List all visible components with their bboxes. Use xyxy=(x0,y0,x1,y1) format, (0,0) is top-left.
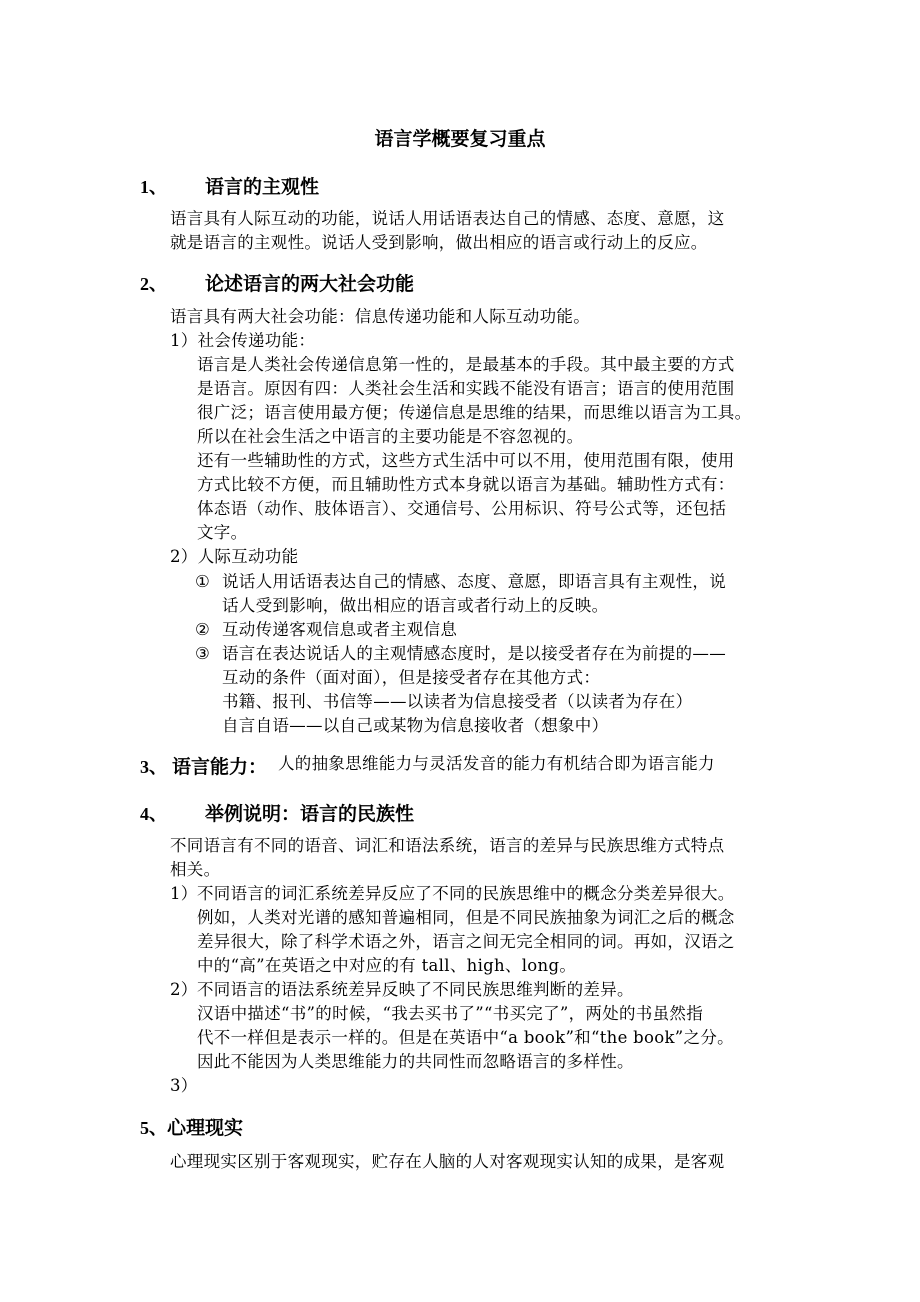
section-2-number: 2、 xyxy=(140,274,167,294)
section-2-item-1-line: 方式比较不方便，而且辅助性方式本身就以语言为基础。辅助性方式有： xyxy=(197,475,735,494)
section-2-heading: 论述语言的两大社会功能 xyxy=(205,273,415,295)
section-2-item-1-label: 1）社会传递功能： xyxy=(170,331,316,350)
subitem-1-line: 话人受到影响，做出相应的语言或者行动上的反映。 xyxy=(222,596,609,615)
circled-marker-3: ③ xyxy=(195,644,211,663)
section-2-item-1-line: 语言是人类社会传递信息第一性的，是最基本的手段。其中最主要的方式 xyxy=(197,355,735,374)
circled-marker-1: ① xyxy=(195,572,211,591)
section-2-item-1-line: 体态语（动作、肢体语言）、交通信号、公用标识、符号公式等，还包括 xyxy=(197,499,727,518)
section-4-item-1-label: 1） xyxy=(170,884,198,903)
section-2-item-1-line: 所以在社会生活之中语言的主要功能是不容忽视的。 xyxy=(197,427,584,446)
section-4-intro-line: 相关。 xyxy=(170,860,221,879)
subitem-3-line: 书籍、报刊、书信等——以读者为信息接受者（以读者为存在） xyxy=(222,692,693,711)
section-3-heading: 语言能力： xyxy=(172,756,268,778)
section-4-heading: 举例说明：语言的民族性 xyxy=(205,803,415,825)
section-4-item-1-line: 差异很大，除了科学术语之外，语言之间无完全相同的词。再如，汉语之 xyxy=(197,932,735,951)
circled-marker-2: ② xyxy=(195,620,211,639)
section-1-heading: 语言的主观性 xyxy=(205,176,320,198)
section-2-intro: 语言具有两大社会功能：信息传递功能和人际互动功能。 xyxy=(170,307,590,326)
section-4-item-3-label: 3） xyxy=(170,1076,198,1095)
section-5-heading: 心理现实 xyxy=(167,1117,244,1139)
section-1-line-1: 语言具有人际互动的功能，说话人用话语表达自己的情感、态度、意愿，这 xyxy=(170,209,725,228)
section-2-item-1-line: 还有一些辅助性的方式，这些方式生活中可以不用，使用范围有限，使用 xyxy=(197,451,735,470)
section-4-item-2-label: 2） xyxy=(170,980,198,999)
section-4-item-2-line: 代不一样但是表示一样的。但是在英语中“a book”和“the book”之分。 xyxy=(197,1028,734,1047)
section-2-item-1-line: 很广泛；语言使用最方便；传递信息是思维的结果，而思维以语言为工具。 xyxy=(197,403,752,422)
subitem-1-line: 说话人用话语表达自己的情感、态度、意愿，即语言具有主观性，说 xyxy=(222,572,726,591)
section-4-item-2-line: 不同语言的语法系统差异反映了不同民族思维判断的差异。 xyxy=(197,980,634,999)
section-4-item-2-line: 汉语中描述“书”的时候，“我去买书了”“书买完了”，两处的书虽然指 xyxy=(197,1004,704,1023)
section-4-item-1-line: 例如，人类对光谱的感知普遍相同，但是不同民族抽象为词汇之后的概念 xyxy=(197,908,735,927)
section-5-number: 5、 xyxy=(140,1118,167,1138)
subitem-3-line: 自言自语——以自己或某物为信息接收者（想象中） xyxy=(222,716,609,735)
section-2-item-2-label: 2）人际互动功能 xyxy=(170,547,299,566)
section-4-item-1-line: 不同语言的词汇系统差异反应了不同的民族思维中的概念分类差异很大。 xyxy=(197,884,735,903)
document-title: 语言学概要复习重点 xyxy=(374,128,546,150)
section-2-item-1-line: 是语言。原因有四：人类社会生活和实践不能没有语言；语言的使用范围 xyxy=(197,379,735,398)
section-2-item-1-line: 文字。 xyxy=(197,523,248,542)
section-1-line-2: 就是语言的主观性。说话人受到影响，做出相应的语言或行动上的反应。 xyxy=(170,233,708,252)
subitem-2-line: 互动传递客观信息或者主观信息 xyxy=(222,620,458,639)
section-1-number: 1、 xyxy=(140,177,167,197)
subitem-3-line: 语言在表达说话人的主观情感态度时，是以接受者存在为前提的—— xyxy=(222,644,726,663)
section-4-item-2-line: 因此不能因为人类思维能力的共同性而忽略语言的多样性。 xyxy=(197,1052,634,1071)
section-4-number: 4、 xyxy=(140,804,167,824)
section-4-item-1-line: 中的“高”在英语之中对应的有 tall、high、long。 xyxy=(197,956,577,975)
section-5-line: 心理现实区别于客观现实，贮存在人脑的人对客观现实认知的成果，是客观 xyxy=(170,1152,725,1171)
section-3-number: 3、 xyxy=(140,757,167,777)
section-4-intro-line: 不同语言有不同的语音、词汇和语法系统，语言的差异与民族思维方式特点 xyxy=(170,836,725,855)
section-3-inline-text: 人的抽象思维能力与灵活发音的能力有机结合即为语言能力 xyxy=(278,754,715,773)
subitem-3-line: 互动的条件（面对面），但是接受者存在其他方式： xyxy=(222,668,601,687)
